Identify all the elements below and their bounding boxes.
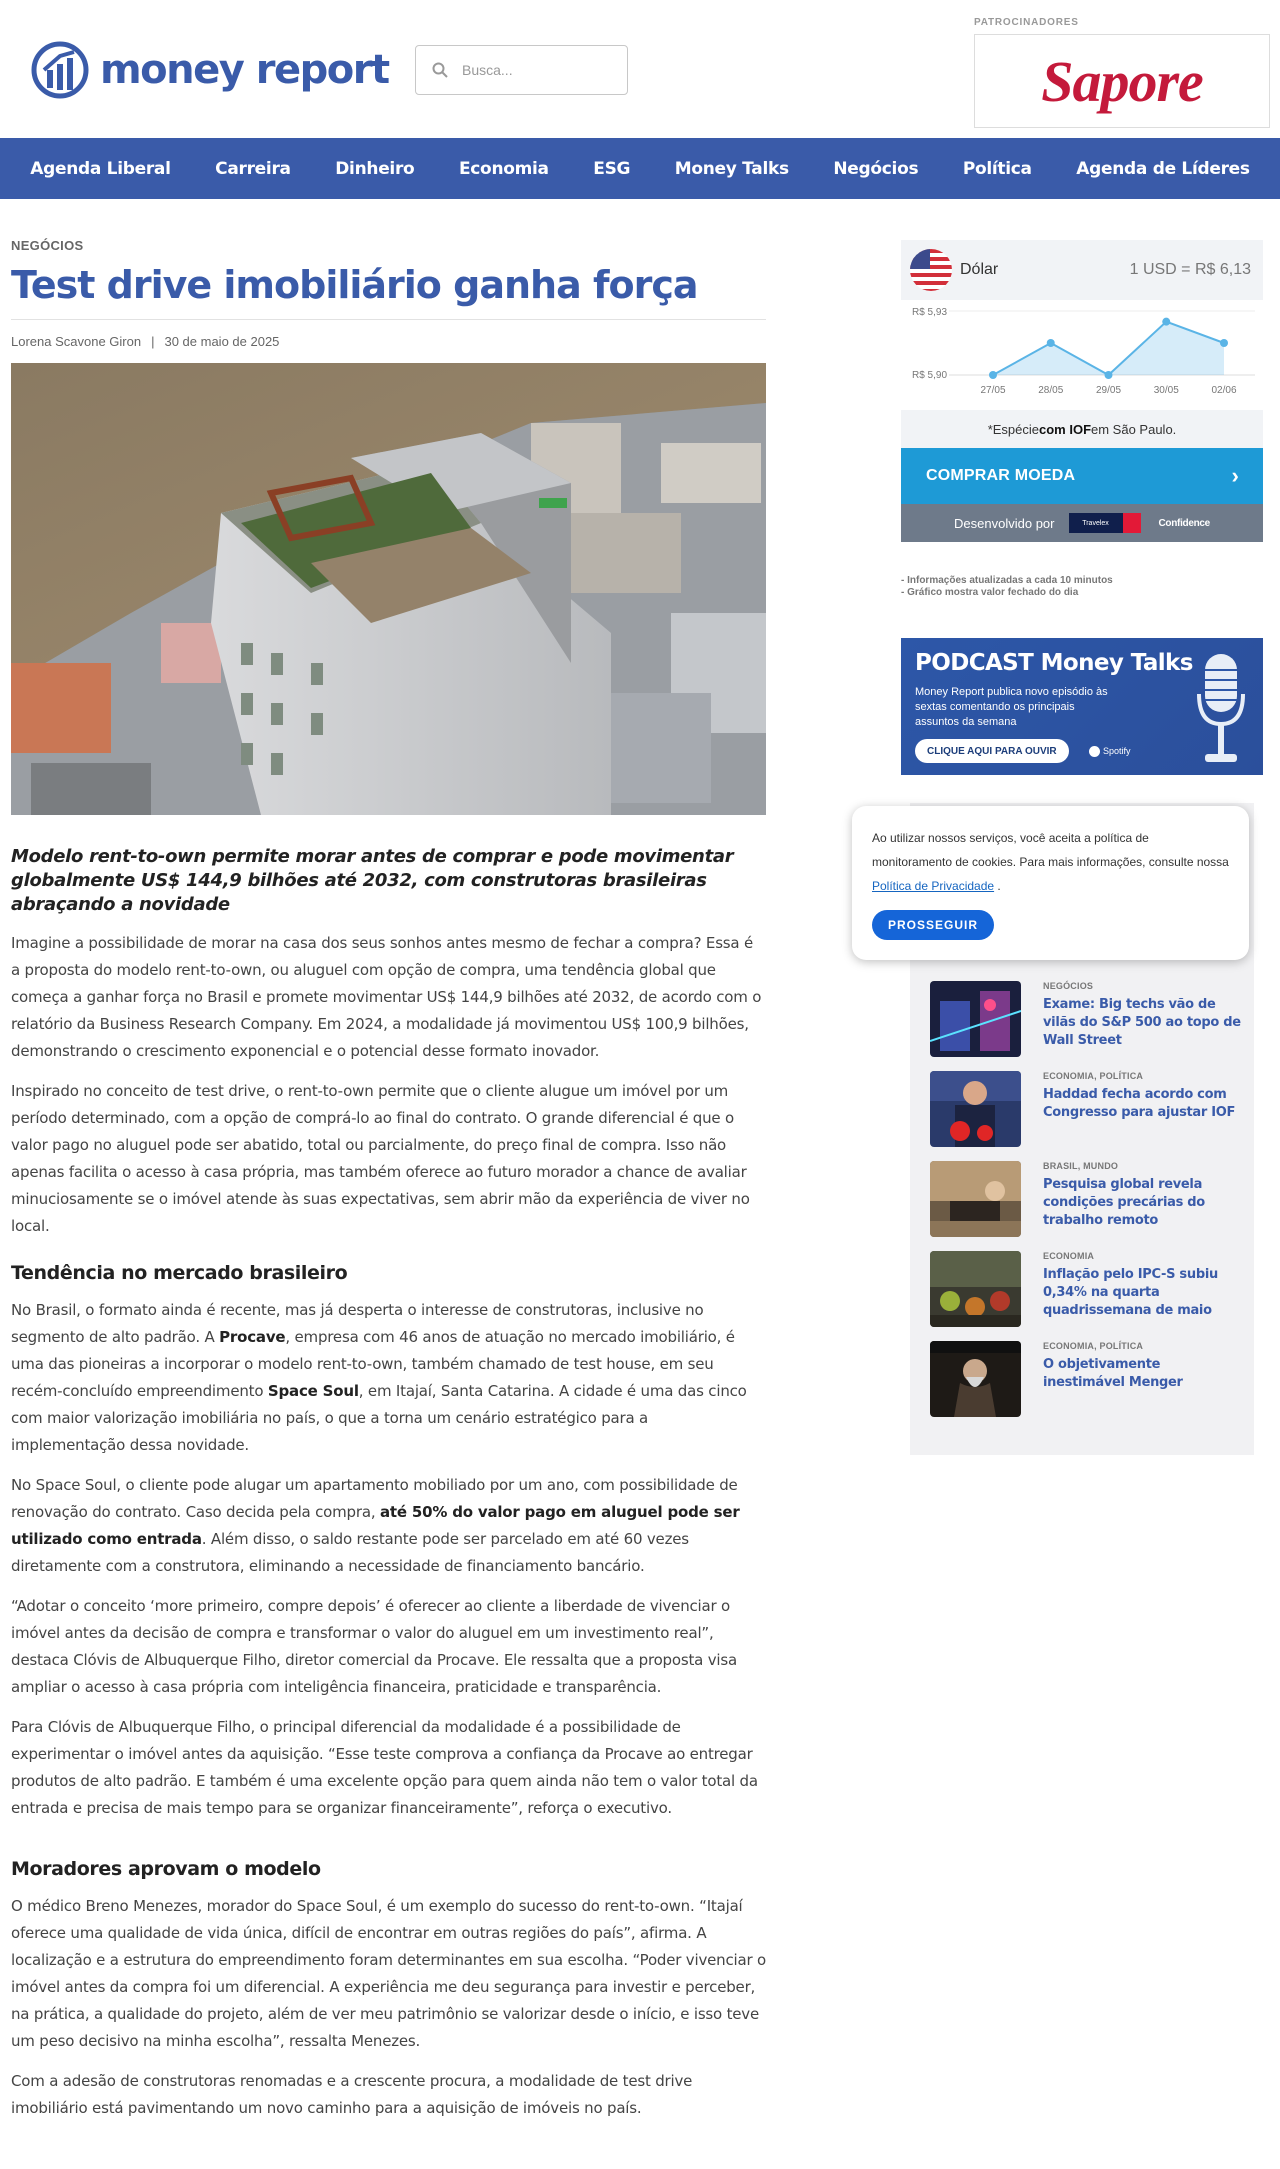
podcast-title: PODCAST Money Talks xyxy=(915,650,1193,676)
news-item[interactable] xyxy=(930,1071,1246,1147)
news-category[interactable]: ECONOMIA xyxy=(1043,1251,1095,1261)
currency-header xyxy=(901,240,1263,300)
article-category[interactable]: NEGÓCIOS xyxy=(11,238,84,253)
nav-item-agenda-de-lideres[interactable]: Agenda de Líderes xyxy=(1076,158,1250,179)
article-paragraph: Com a adesão de construtoras renomadas e a crescente procura, a modalidade de test drive imobiliário está pavimentando um novo caminho para a aquisição de imóveis no país. xyxy=(11,2072,693,2118)
currency-note xyxy=(901,410,1263,448)
confidence-logo[interactable]: Confidence xyxy=(1158,517,1210,529)
sponsor-banner[interactable] xyxy=(974,34,1270,128)
buy-button-label: COMPRAR MOEDA xyxy=(926,467,1076,484)
cookie-text-run: . xyxy=(994,879,1001,893)
travelex-logo[interactable] xyxy=(1069,513,1141,533)
currency-widget xyxy=(901,240,1263,542)
news-item[interactable] xyxy=(930,1161,1246,1237)
bold-text: até 50% do valor pago em aluguel pode ser utilizado como entrada xyxy=(11,1503,740,1549)
news-thumbnail xyxy=(930,1341,1021,1417)
chart-point[interactable] xyxy=(1162,318,1170,326)
bold-text: Procave xyxy=(219,1328,286,1347)
title-divider xyxy=(11,319,766,320)
news-title[interactable]: Haddad fecha acordo com Congresso para ajustar IOF xyxy=(1043,1087,1236,1120)
currency-name: Dólar xyxy=(960,261,999,278)
main-nav xyxy=(0,138,1280,199)
y-tick-label: R$ 5,90 xyxy=(912,370,948,381)
news-body xyxy=(1043,1341,1246,1417)
logo-text: money report xyxy=(100,47,389,93)
nav-item-money-talks[interactable]: Money Talks xyxy=(674,158,789,179)
nav-item-esg[interactable]: ESG xyxy=(593,158,631,179)
cookie-text xyxy=(872,826,1229,898)
chart-point[interactable] xyxy=(1105,371,1113,379)
podcast-banner[interactable] xyxy=(901,638,1263,775)
chart-point[interactable] xyxy=(989,371,997,379)
sponsor-label: PATROCINADORES xyxy=(974,17,1079,28)
article-paragraph xyxy=(11,1297,766,1459)
developed-by-bar xyxy=(901,504,1263,542)
spotify-badge xyxy=(1089,739,1131,763)
news-category[interactable]: NEGÓCIOS xyxy=(1043,981,1094,991)
footnote-line: - Gráfico mostra valor fechado do dia xyxy=(901,587,1079,598)
spotify-label: Spotify xyxy=(1103,746,1131,756)
cookie-accept-button[interactable]: PROSSEGUIR xyxy=(872,910,994,940)
news-body xyxy=(1043,1161,1246,1237)
section-heading: Moradores aprovam o modelo xyxy=(11,1858,321,1881)
article-byline xyxy=(11,334,766,349)
news-category[interactable]: ECONOMIA, POLÍTICA xyxy=(1043,1341,1144,1351)
chart-point[interactable] xyxy=(1220,339,1228,347)
article-subtitle: Modelo rent-to-own permite morar antes de comprar e pode movimentar globalmente US$ 144,9 bilhões até 2032, com construtoras brasileiras abraçando a novidade xyxy=(11,845,734,916)
podcast-listen-button[interactable]: CLIQUE AQUI PARA OUVIR xyxy=(915,739,1069,763)
text-run: . Além disso, o saldo restante pode ser parcelado em até 60 vezes diretamente com a construtora, eliminando a necessidade de financiamento bancário. xyxy=(11,1530,689,1576)
bold-text: Space Soul xyxy=(267,1382,359,1401)
article-author[interactable]: Lorena Scavone Giron xyxy=(11,333,142,349)
privacy-policy-link[interactable]: Política de Privacidade xyxy=(872,879,995,893)
news-title[interactable]: Exame: Big techs vão de vilãs do S&P 500 ao topo de Wall Street xyxy=(1043,997,1241,1048)
x-tick-label: 27/05 xyxy=(980,385,1006,396)
news-item[interactable] xyxy=(930,1341,1246,1417)
currency-chart-svg xyxy=(901,300,1263,410)
currency-footnote xyxy=(901,575,1113,599)
x-tick-label: 29/05 xyxy=(1095,385,1122,396)
us-flag-icon xyxy=(910,249,952,291)
spotify-icon xyxy=(1089,746,1100,757)
currency-chart xyxy=(901,300,1263,410)
nav-item-negocios[interactable]: Negócios xyxy=(833,158,919,179)
nav-item-carreira[interactable]: Carreira xyxy=(215,158,291,179)
x-tick-label: 02/06 xyxy=(1211,385,1237,396)
nav-item-politica[interactable]: Política xyxy=(962,158,1032,179)
news-item[interactable] xyxy=(930,981,1246,1057)
news-thumbnail xyxy=(930,1251,1021,1327)
search-input[interactable] xyxy=(462,62,612,78)
travelex-label: Travelex xyxy=(1082,519,1109,527)
article-paragraph: Imagine a possibilidade de morar na casa dos seus sonhos antes mesmo de fechar a compra? Essa é a proposta do modelo rent-to-own, ou aluguel com opção de compra, uma tendência global que começa a ganhar força no Brasil e promete movimentar US$ 144,9 bilhões até 2032, de acordo com o relatório da Business Research Company. Em 2024, a modalidade já movimentou US$ 100,9 bilhões, demonstrando o crescimento exponencial e o potencial desse formato inovador. xyxy=(11,934,762,1061)
nav-item-economia[interactable]: Economia xyxy=(458,158,549,179)
news-title[interactable]: O objetivamente inestimável Menger xyxy=(1043,1357,1183,1390)
chevron-right-icon: › xyxy=(1231,463,1239,488)
search-icon xyxy=(432,62,448,78)
article-title: Test drive imobiliário ganha força xyxy=(11,263,698,307)
text-run: , em Itajaí, Santa Catarina. A cidade é uma das cinco com maior valorização imobiliária no país, o que a torna um cenário estratégico para a implementação dessa novidade. xyxy=(11,1382,747,1455)
article-paragraph: “Adotar o conceito ‘more primeiro, compre depois’ é oferecer ao cliente a liberdade de vivenciar o imóvel antes da decisão de compra e transformar o valor do aluguel em um investimento real”, destaca Clóvis de Albuquerque Filho, diretor comercial da Procave. Ele ressalta que a proposta visa ampliar o acesso à casa própria com inteligência financeira, praticidade e transparência. xyxy=(11,1597,737,1697)
news-item[interactable] xyxy=(930,1251,1246,1327)
article xyxy=(11,238,766,2122)
chart-point[interactable] xyxy=(1047,339,1055,347)
news-body xyxy=(1043,981,1246,1057)
news-body xyxy=(1043,1251,1246,1327)
podcast-description: Money Report publica novo episódio às sextas comentando os principais assuntos da semana xyxy=(915,686,1108,728)
news-thumbnail xyxy=(930,1161,1021,1237)
article-date: 30 de maio de 2025 xyxy=(164,333,280,349)
y-tick-label: R$ 5,93 xyxy=(912,307,948,318)
news-body xyxy=(1043,1071,1246,1147)
cookie-text-run: Ao utilizar nossos serviços, você aceita a política de monitoramento de cookies. Para mais informações, consulte nossa xyxy=(872,831,1229,869)
text-run: No Space Soul, o cliente pode alugar um apartamento mobiliado por um ano, com possibilidade de renovação do contrato. Caso decida pela compra, xyxy=(11,1476,738,1522)
developed-by-label: Desenvolvido por xyxy=(954,515,1055,531)
article-paragraph: Inspirado no conceito de test drive, o rent-to-own permite que o cliente alugue um imóvel por um período determinado, com a opção de comprá-lo ao final do contrato. O grande diferencial é que o valor pago no aluguel pode ser abatido, total ou parcialmente, do preço final de compra. Isso não apenas facilita o acesso à casa própria, mas também oferece ao futuro morador a chance de avaliar minuciosamente se o imóvel atende às suas expectativas, sem abrir mão da experiência de viver no local. xyxy=(11,1082,750,1236)
site-logo[interactable] xyxy=(30,38,389,102)
text-run: No Brasil, o formato ainda é recente, mas já desperta o interesse de construtoras, inclusive no segmento de alto padrão. A xyxy=(11,1301,704,1347)
logo-icon xyxy=(30,40,90,100)
x-tick-label: 30/05 xyxy=(1153,385,1179,396)
news-thumbnail xyxy=(930,1071,1021,1147)
building-rooftop-image xyxy=(11,363,766,815)
buy-currency-button[interactable] xyxy=(901,448,1263,504)
footnote-line: - Informações atualizadas a cada 10 minutos xyxy=(901,575,1113,586)
nav-item-agenda-liberal[interactable]: Agenda Liberal xyxy=(30,158,171,179)
sponsor-logo: Sapore xyxy=(1041,48,1203,114)
microphone-icon xyxy=(1191,650,1251,770)
news-title[interactable]: Inflação pelo IPC-S subiu 0,34% na quarta quadrissemana de maio xyxy=(1043,1267,1218,1318)
currency-rate: 1 USD = R$ 6,13 xyxy=(1129,261,1251,278)
search-box[interactable] xyxy=(415,45,628,95)
note-text: *Espécie xyxy=(987,421,1039,437)
nav-item-dinheiro[interactable]: Dinheiro xyxy=(335,158,415,179)
news-category[interactable]: ECONOMIA, POLÍTICA xyxy=(1043,1071,1144,1081)
note-bold: com IOF xyxy=(1039,421,1092,437)
hero-image xyxy=(11,363,766,815)
x-tick-label: 28/05 xyxy=(1038,385,1064,396)
section-heading: Tendência no mercado brasileiro xyxy=(11,1262,348,1285)
news-title[interactable]: Pesquisa global revela condições precárias do trabalho remoto xyxy=(1043,1177,1205,1228)
news-thumbnail xyxy=(930,981,1021,1057)
article-paragraph xyxy=(11,1472,766,1580)
news-category[interactable]: BRASIL, MUNDO xyxy=(1043,1161,1119,1171)
article-paragraph: Para Clóvis de Albuquerque Filho, o principal diferencial da modalidade é a possibilidade de experimentar o imóvel antes da aquisição. “Esse teste comprova a confiança da Procave ao entregar produtos de alto padrão. E também é uma excelente opção para quem ainda não tem o valor total da entrada e precisa de mais tempo para se organizar financeiramente”, reforça o executivo. xyxy=(11,1718,758,1818)
text-run: , empresa com 46 anos de atuação no mercado imobiliário, é uma das pioneiras a incorporar o modelo rent-to-own, também chamado de test house, em seu recém-concluído empreendimento xyxy=(11,1328,735,1401)
article-paragraph: O médico Breno Menezes, morador do Space Soul, é um exemplo do sucesso do rent-to-own. “Itajaí oferece uma qualidade de vida única, difícil de encontrar em outras regiões do país”, afirma. A localização e a estrutura do empreendimento foram determinantes em sua escolha. “Poder vivenciar o imóvel antes da compra foi um diferencial. A experiência me deu segurança para investir e perceber, na prática, a qualidade do projeto, além de ver meu patrimônio se valorizar desde o início, e isso teve um peso decisivo na minha escolha”, ressalta Menezes. xyxy=(11,1897,766,2051)
site-header xyxy=(0,0,1280,138)
cookie-consent-popup xyxy=(852,806,1249,960)
byline-separator: | xyxy=(151,333,155,349)
note-text: em São Paulo. xyxy=(1091,421,1177,437)
